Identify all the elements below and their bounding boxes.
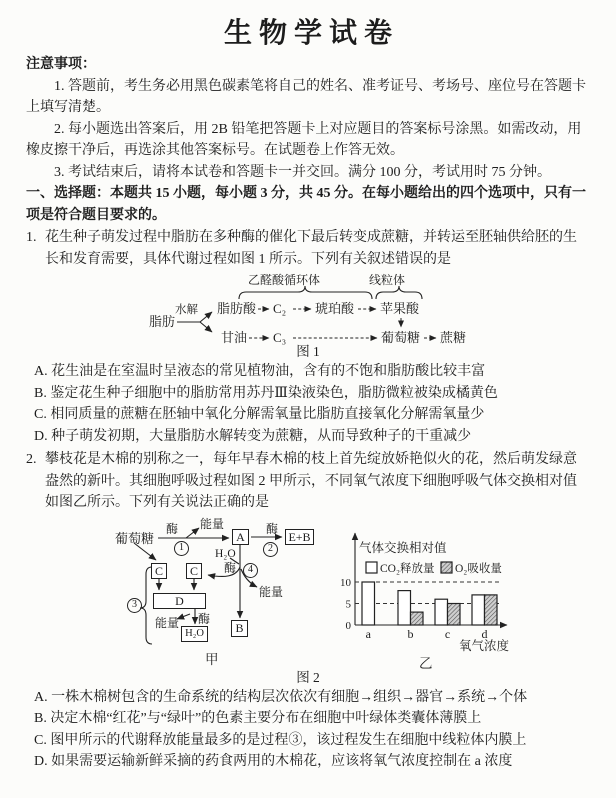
notice-heading: 注意事项：: [26, 57, 96, 72]
question-2-stem: [26, 449, 590, 514]
box-c-2: C: [186, 563, 202, 579]
box-c-1: C: [151, 563, 167, 579]
legend-swatch-o2: [441, 562, 452, 573]
label-fatty-acid: 脂肪酸: [217, 301, 257, 316]
notice-item-3: 3. 考试结束后，请将本试卷和答题卡一并交回。满分 100 分，考试用时 75 分钟。: [54, 164, 551, 180]
legend-label-co2: CO₂释放量: [380, 562, 435, 575]
label-glycerol: 甘油: [221, 330, 248, 345]
box-h2o: H₂O: [181, 626, 208, 642]
label-energy-2: 能量: [259, 584, 284, 599]
label-sucrose: 蔗糖: [440, 330, 467, 345]
label-enzyme-4: 酶: [198, 611, 211, 626]
question-2-text: 攀枝花是木棉的别称之一，每年早春木棉的枝上首先绽放娇艳似火的花，然后萌发绿意盎然的新叶。其细胞呼吸过程如图 2 甲所示，不同氧气浓度下细胞呼吸气体交换相对值如图乙所示。下列有关说法正确的是: [45, 452, 577, 510]
label-energy-3: 能量: [155, 615, 180, 630]
q2-option-c: C. 图甲所示的代谢释放能量最多的是过程③，该过程发生在细胞中线粒体内膜上: [34, 732, 527, 748]
q2-option-a: A. 一株木棉树包含的生命系统的结构层次依次有细胞→组织→器官→系统→个体: [34, 689, 528, 705]
q1-option-b: B. 鉴定花生种子细胞中的脂肪常用苏丹Ⅲ染液染色，脂肪微粒被染成橘黄色: [34, 385, 498, 401]
notice-item-1: 1. 答题前，考生务必用黑色碳素笔将自己的姓名、准考证号、考场号、座位号在答题卡上填写清楚。: [26, 78, 586, 115]
figure-1-diagram: [144, 273, 484, 345]
label-enzyme-3: 酶: [224, 560, 237, 575]
legend-label-o2: O₂吸收量: [455, 562, 502, 575]
svg-text:5: 5: [345, 598, 351, 610]
figure-2-caption: 图 2: [296, 669, 320, 685]
box-e-plus-b: E+B: [285, 529, 314, 545]
question-2-number: 2.: [26, 452, 37, 467]
q2-option-b: B. 决定木棉“红花”与“绿叶”的色素主要分布在细胞中叶绿体类囊体薄膜上: [34, 711, 482, 726]
page-title: 生 物 学 试 卷: [223, 18, 392, 49]
label-c3: C₃: [273, 330, 287, 345]
q1-option-d: D. 种子萌发初期，大量脂肪水解转变为蔗糖，从而导致种子的干重减少: [34, 428, 472, 444]
question-1-stem: [26, 227, 590, 270]
figure-2-yi-caption: 乙: [419, 655, 433, 671]
label-hydrolysis: 水解: [175, 304, 198, 316]
box-a: A: [232, 529, 249, 545]
label-enzyme-1: 酶: [166, 521, 179, 536]
circled-step-1: 1: [174, 541, 189, 556]
gas-exchange-bar-chart: [335, 517, 540, 667]
q2-option-d: D. 如果需要运输新鲜采摘的药食两用的木棉花，应该将氧气浓度控制在 a 浓度: [34, 754, 513, 769]
question-1-options: [26, 361, 590, 447]
figure-2-yi-chart: [335, 517, 540, 671]
question-1-text: 花生种子萌发过程中脂肪在多种酶的催化下最后转变成蔗糖，并转运至胚轴供给胚的生长和发育需要，具体代谢过程如图 1 所示。下列有关叙述错误的是: [45, 230, 577, 267]
label-c2: C₂: [273, 301, 287, 316]
circled-step-2: 2: [263, 542, 278, 557]
chart-x-axis-label: 氧气浓度: [459, 638, 510, 653]
label-h2o-in: H₂O: [215, 547, 236, 560]
legend-swatch-co2: [366, 562, 377, 573]
svg-text:b: b: [407, 626, 414, 641]
figure-1-caption: 图 1: [296, 344, 320, 359]
svg-text:d: d: [481, 626, 488, 641]
q1-option-c: C. 相同质量的蔗糖在胚轴中氧化分解需氧量比脂肪直接氧化分解需氧量少: [34, 407, 485, 422]
label-mitochondrion: 线粒体: [369, 273, 406, 287]
figure-2: [26, 516, 590, 671]
figure-2-jia-diagram: [112, 517, 324, 667]
svg-text:10: 10: [340, 576, 351, 589]
chart-title: 气体交换相对值: [359, 540, 447, 555]
label-energy-1: 能量: [200, 516, 225, 531]
section-heading: 一、选择题：本题共 15 小题，每小题 3 分，共 45 分。在每小题给出的四个选项中，只有一项是符合题目要求的。: [26, 186, 586, 223]
label-glucose: 葡萄糖: [115, 530, 155, 546]
box-d: D: [153, 593, 206, 609]
box-b: B: [231, 620, 248, 637]
label-glucose: 葡萄糖: [381, 330, 421, 345]
notice-item-2: 2. 每小题选出答案后，用 2B 铅笔把答题卡上对应题目的答案标号涂黑。如需改动，用橡皮擦干净后，再选涂其他答案标号。在试题卷上作答无效。: [26, 121, 582, 158]
label-fat: 脂肪: [149, 314, 176, 329]
svg-text:c: c: [444, 626, 451, 641]
svg-text:0: 0: [345, 619, 351, 632]
question-1-number: 1.: [26, 230, 37, 245]
label-malic-acid: 苹果酸: [380, 301, 420, 316]
label-enzyme-2: 酶: [266, 521, 279, 536]
chart-bars: [340, 577, 501, 641]
figure-2-jia-caption: 甲: [205, 651, 219, 667]
q1-option-a: A. 花生油是在室温时呈液态的常见植物油，含有的不饱和脂肪酸比较丰富: [34, 364, 486, 379]
label-succinic-acid: 琥珀酸: [315, 301, 355, 316]
label-glyoxysome: 乙醛酸循环体: [248, 273, 321, 287]
circled-step-4: 4: [243, 563, 258, 578]
question-2-options: [26, 687, 590, 773]
svg-text:a: a: [365, 626, 371, 641]
circled-step-3: 3: [127, 598, 142, 613]
